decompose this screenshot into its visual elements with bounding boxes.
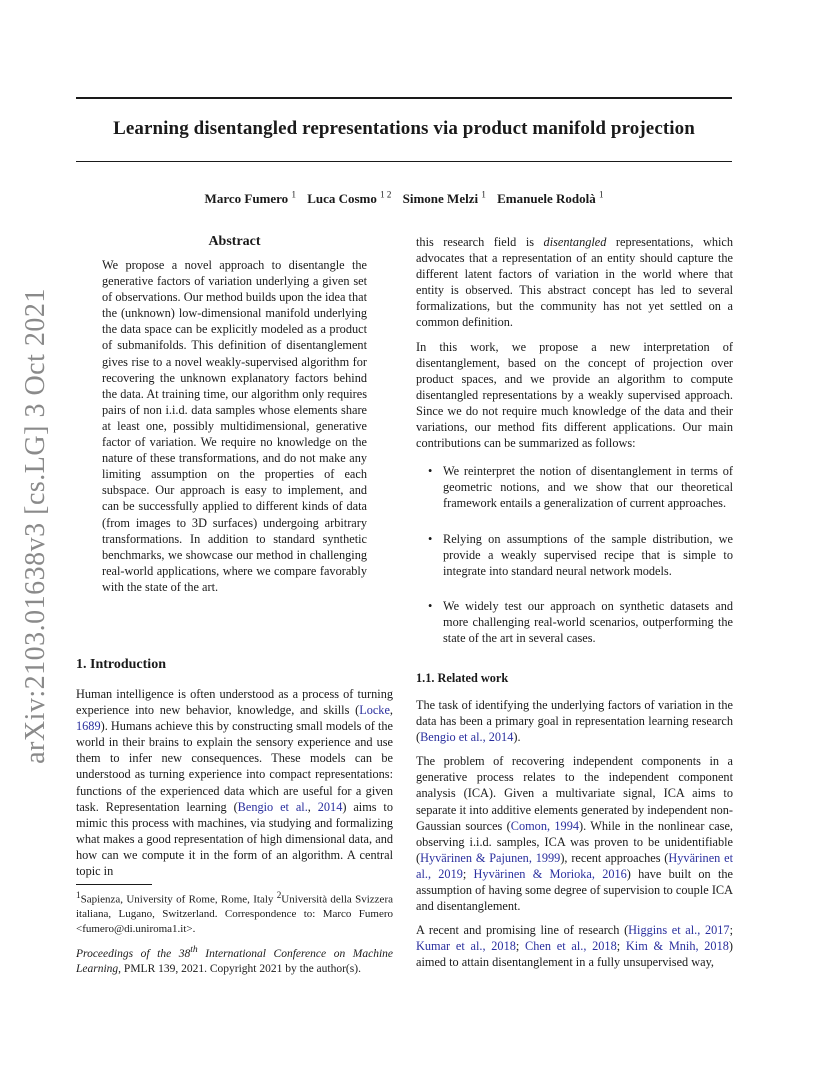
title-rule-bottom [76, 161, 732, 162]
related-work-text [416, 697, 733, 971]
right-column-text [416, 234, 733, 665]
footnote-rule [76, 884, 152, 885]
citation-link[interactable]: Locke [359, 703, 390, 718]
citation-link[interactable]: Higgins et al., 2017 [628, 923, 730, 938]
citation-link[interactable]: Kim & Mnih, 2018 [625, 939, 729, 954]
author: Luca Cosmo $^{1 2}$ [307, 190, 392, 207]
citation-link[interactable]: 2014 [317, 799, 343, 814]
paragraph: In this work, we propose a new interpretation of disentanglement, based on the concept of projection over product spaces, and we provide an algorithm to compute disentangled representations by a weakly supervised approach. Since we do not require much knowledge of the data and their variations, our method fits different applications. Our main contributions can be summarized as follows: [416, 339, 733, 451]
list-item: • We reinterpret the notion of disentanglement in terms of geometric notions, and we show that our theoretical framework entails a generalization of current approaches. [416, 463, 733, 511]
list-item: • We widely test our approach on synthetic datasets and more challenging real-world scenarios, outperforming the state of the art in several cases. [416, 598, 733, 646]
author: Emanuele Rodolà $^1$ [497, 190, 604, 207]
proceedings-note: Proceedings of the 38th International Conference on Machine Learning, PMLR 139, 2021. Copyright 2021 by the author(s). [76, 944, 393, 975]
paper-title: Learning disentangled representations via product manifold projection [113, 118, 695, 139]
author: Simone Melzi $^1$ [402, 190, 486, 207]
paragraph: A recent and promising line of research (Higgins et al., 2017; Kumar et al., 2018; Chen et al., 2018; Kim & Mnih, 2018) aimed to attain disentanglement in a fully unsupervised way, [416, 923, 733, 970]
paragraph: this research field is disentangled representations, which advocates that a representation of an entity should capture the different latent factors of variation in the world where that entity is observed. This abstract concept has led to several formalizations, but the community has not yet settled on a common definition. [416, 235, 733, 330]
title-rule-top [76, 97, 732, 99]
paragraph: The task of identifying the underlying factors of variation in the data has been a primary goal in representation learning research (Bengio et al., 2014). [416, 698, 733, 745]
author-list [76, 190, 732, 207]
contributions-list [416, 463, 733, 646]
related-work-heading: 1.1. Related work [416, 671, 509, 685]
intro-heading: 1. Introduction [76, 657, 166, 672]
citation-link[interactable]: Kumar et al., 2018 [416, 939, 516, 954]
citation-link[interactable]: Hyvärinen & Pajunen, 1999 [420, 850, 561, 865]
citation-link[interactable]: Chen et al., 2018 [525, 939, 617, 954]
paragraph: The problem of recovering independent components in a generative process relates to the independent component analysis (ICA). Given a multivariate signal, ICA aims to separate it into additive elements generated by independent non-Gaussian sources (Comon, 1994). While in the nonlinear case, observing i.i.d. samples, ICA was proven to be unidentifiable (Hyvärinen & Pajunen, 1999), recent approaches (Hyvärinen et al., 2019; Hyvärinen & Morioka, 2016) have built on the assumption of having some degree of supervision to couple ICA and disentanglement. [416, 754, 734, 914]
citation-link[interactable]: Hyvärinen & Morioka, 2016 [473, 866, 627, 881]
citation-link[interactable]: Comon, 1994 [510, 818, 579, 833]
arxiv-watermark [14, 288, 58, 764]
list-item: • Relying on assumptions of the sample distribution, we provide a weakly supervised recipe that is simple to integrate into standard neural network models. [416, 531, 733, 579]
citation-link[interactable]: Bengio et al. [237, 799, 308, 814]
arxiv-id: arXiv:2103.01638v3 [cs.LG] 3 Oct 2021 [20, 288, 51, 764]
citation-link[interactable]: Hyvärinen et al., 2019 [416, 850, 734, 881]
abstract-text: We propose a novel approach to disentangle the generative factors of variation underlying a given set of observations. Our method builds upon the idea that the (unknown) low-dimensional manifold underlying the data space can be explicitly modeled as a product of submanifolds. This definition of disentanglement gives rise to a novel weakly-supervised algorithm for recovering the unknown explanatory factors behind the data. At training time, our algorithm only requires pairs of non i.i.d. data samples whose elements share at least one, possibly multidimensional, generative factor of variation. We require no knowledge on the nature of these transformations, and do not make any limiting assumption on the properties of each subspace. Our approach is easy to implement, and can be successfully applied to different kinds of data (from images to 3D surfaces) undergoing arbitrary transformations. In addition to standard synthetic benchmarks, we showcase our method in challenging real-world applications, where we compare favorably with the state of the art. [102, 258, 367, 594]
author: Marco Fumero $^1$ [204, 190, 296, 207]
affiliation-footnote: $^1$Sapienza, University of Rome, Rome, Italy $^2$Università della Svizzera italiana, Lugano, Switzerland. Correspondence to: Marco Fumero <fumero@di.uniroma1.it>. [76, 890, 393, 935]
abstract-heading: Abstract [208, 234, 261, 249]
intro-paragraph: Human intelligence is often understood as a process of turning experience into new behavior, knowledge, and skills (Locke, 1689). Humans achieve this by constructing small models of the world in their brains to explain the sensory experience and use them to infer new consequences. These models can be understood as turning experience into compact representations: functions of the experienced data which are useful for a given task. Representation learning (Bengio et al., 2014) aims to mimic this process with machines, via studying and formalizing what makes a good representation of high dimensional data, and how can we compute it in the form of an algorithm. A central topic in [76, 687, 393, 879]
citation-link[interactable]: 1689 [76, 719, 101, 734]
citation-link[interactable]: Bengio et al., 2014 [420, 730, 514, 745]
